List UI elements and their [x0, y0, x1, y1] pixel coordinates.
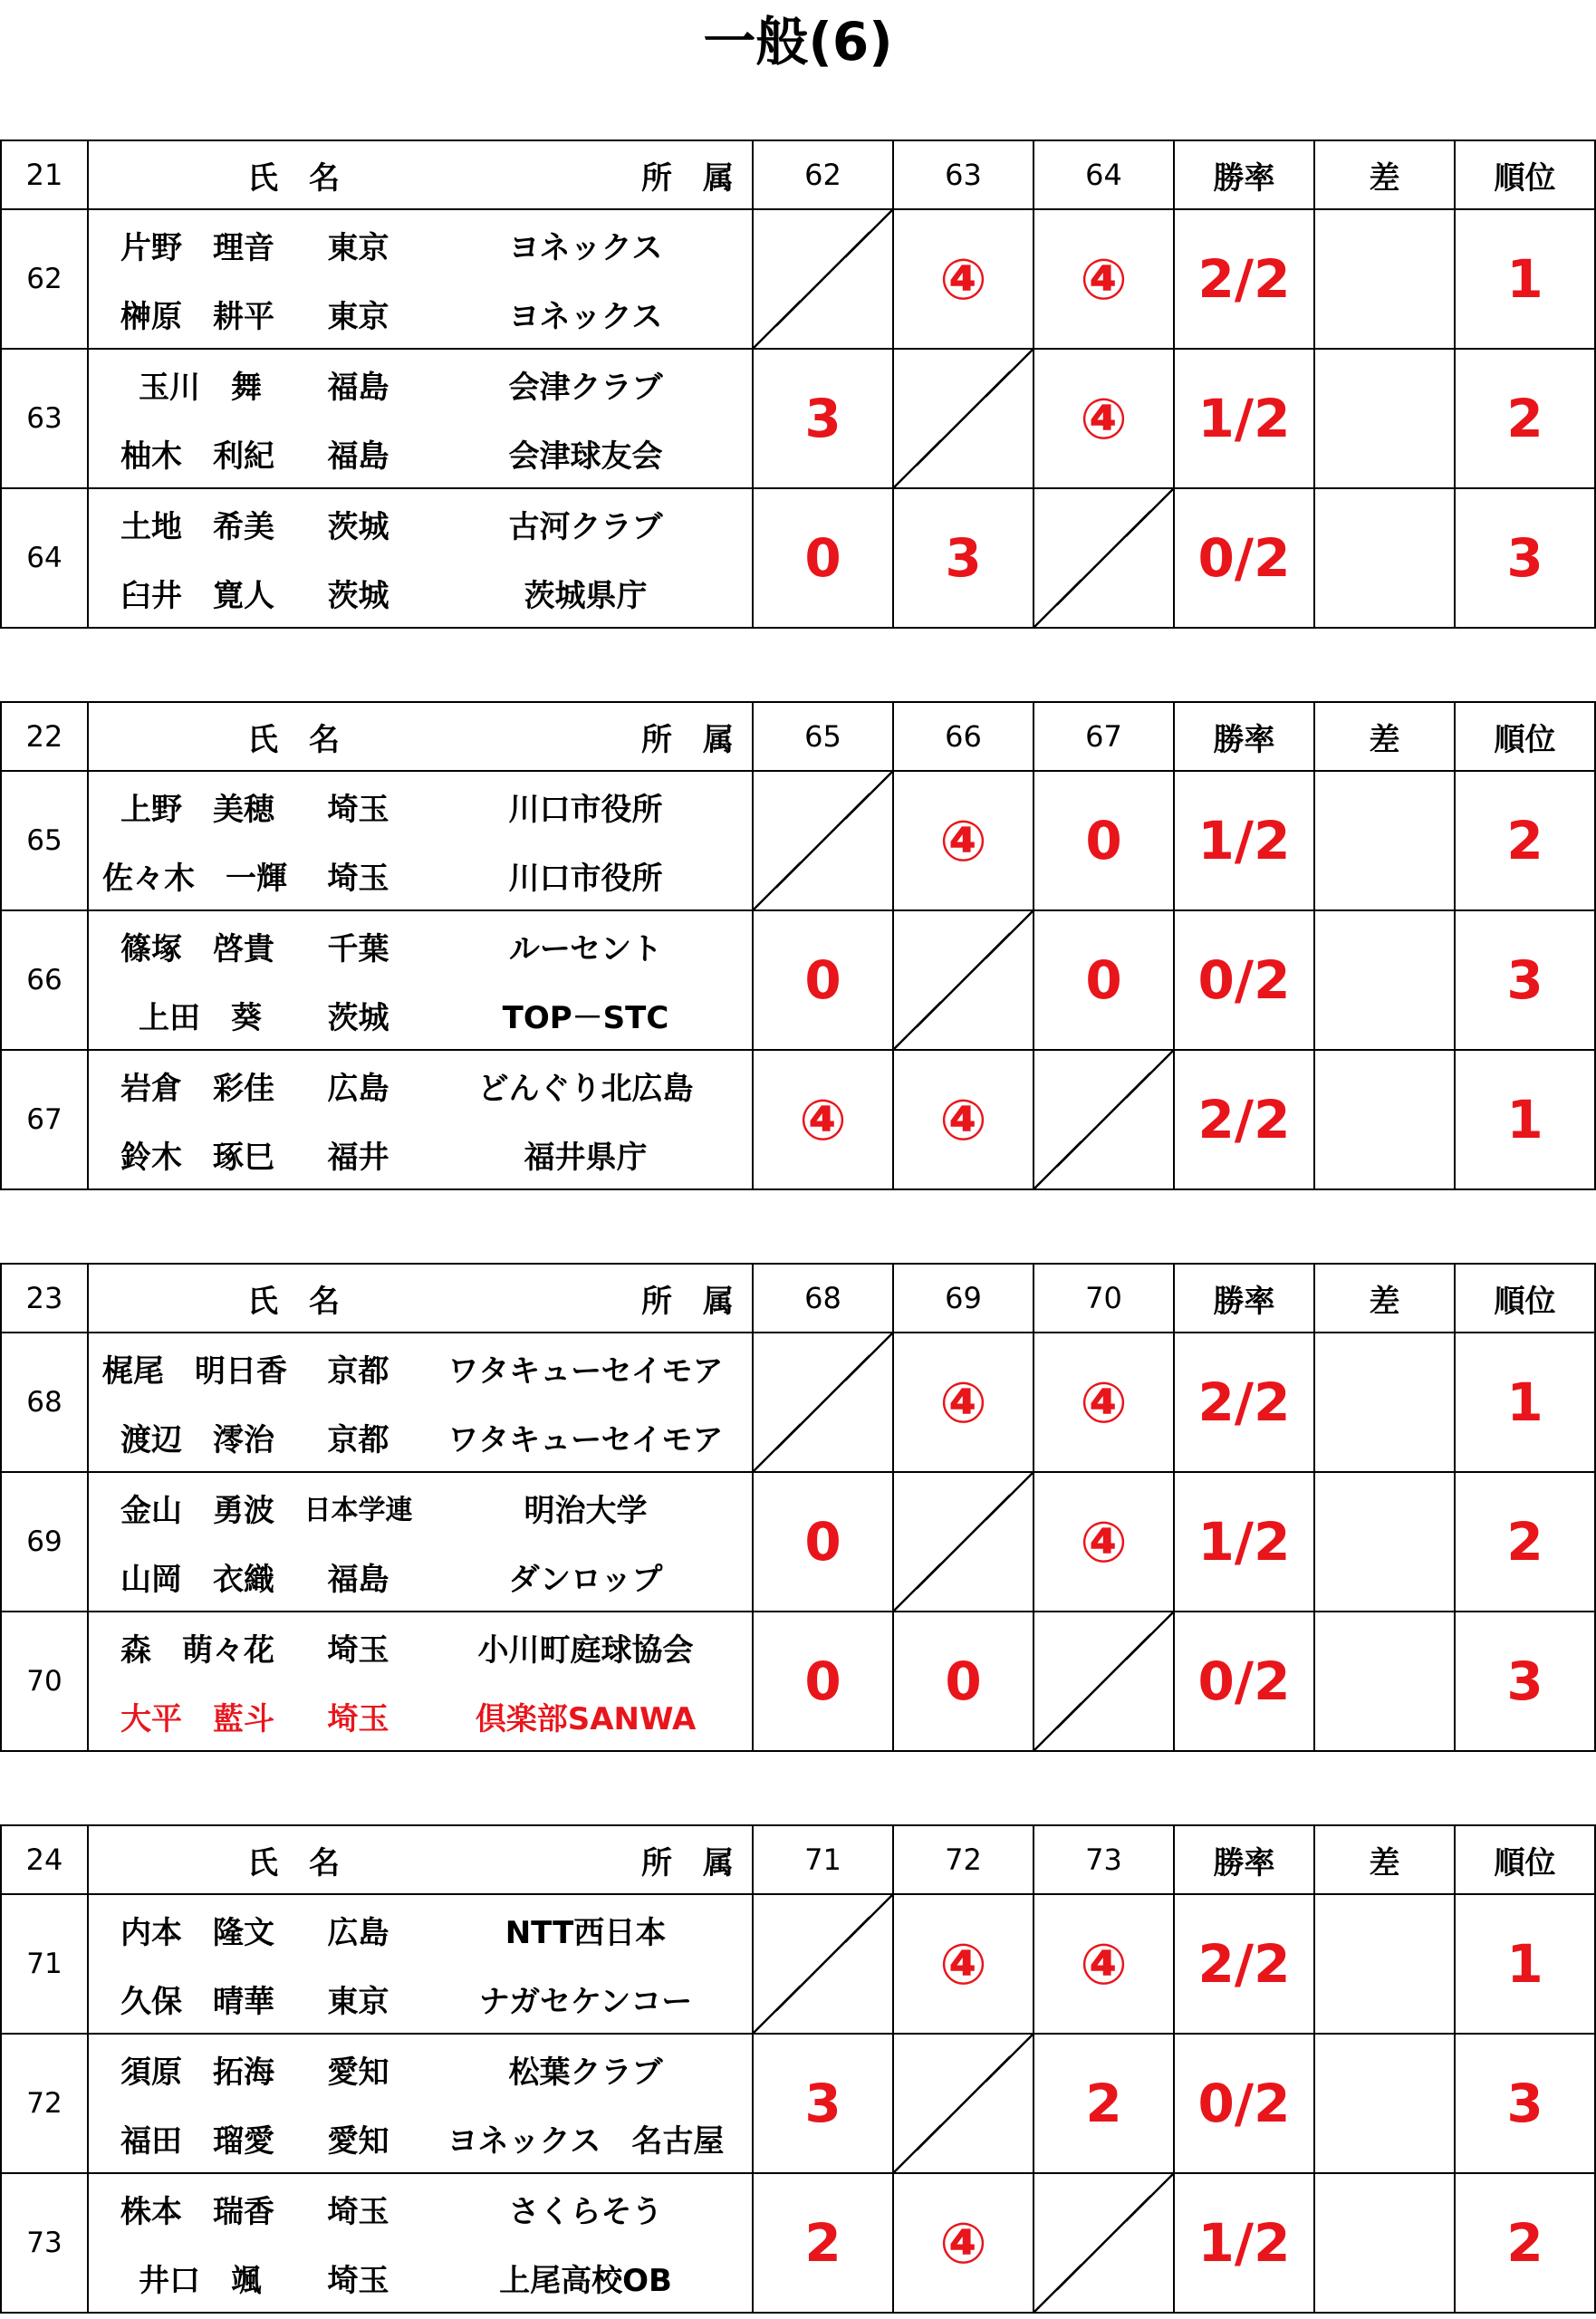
self-match-diagonal: [753, 1894, 893, 2034]
player-affiliation: 福井県庁: [524, 1139, 648, 1176]
player-prefecture: 東京: [327, 1983, 389, 2020]
header-opponent-col: 70: [1034, 1264, 1174, 1333]
header-diff: 差: [1314, 1825, 1455, 1894]
team-row: [1, 910, 1595, 1050]
header-affil-label: 所 属: [641, 1844, 734, 1881]
player-name: 上田 葵: [139, 999, 262, 1036]
match-result: ④: [1034, 209, 1174, 349]
match-result: 0: [1034, 910, 1174, 1050]
win-rate: 1/2: [1174, 1472, 1314, 1612]
group-number: 24: [1, 1825, 88, 1894]
header-opponent-col: 63: [893, 140, 1034, 209]
player-line: [89, 1681, 752, 1750]
player-prefecture: 京都: [327, 1421, 389, 1458]
player-affiliation: 小川町庭球協会: [477, 1631, 694, 1669]
group-number: 21: [1, 140, 88, 209]
match-result: 0: [753, 1612, 893, 1751]
rank: 1: [1455, 1894, 1595, 2034]
player-prefecture: 愛知: [327, 2054, 389, 2091]
header-opponent-col: 72: [893, 1825, 1034, 1894]
player-name: 佐々木 一輝: [102, 860, 287, 897]
player-line: [89, 1120, 752, 1188]
player-name: 鈴木 琢巳: [120, 1139, 274, 1176]
player-line: [89, 2174, 752, 2243]
header-name-affil: [88, 1264, 753, 1333]
player-affiliation: NTT西日本: [505, 1914, 667, 1951]
header-winrate: 勝率: [1174, 1825, 1314, 1894]
player-prefecture: 埼玉: [327, 791, 389, 828]
header-rank: 順位: [1455, 1264, 1595, 1333]
self-match-diagonal: [1034, 1612, 1174, 1751]
player-prefecture: 埼玉: [327, 2262, 389, 2299]
header-winrate: 勝率: [1174, 1264, 1314, 1333]
header-opponent-col: 68: [753, 1264, 893, 1333]
rank: 2: [1455, 2173, 1595, 2313]
header-affil-label: 所 属: [641, 1283, 734, 1320]
league-table: [0, 140, 1596, 629]
team-row: [1, 2173, 1595, 2313]
header-rank: 順位: [1455, 1825, 1595, 1894]
player-affiliation: 川口市役所: [508, 860, 663, 897]
match-result: 0: [753, 910, 893, 1050]
header-diff: 差: [1314, 1264, 1455, 1333]
player-name: 久保 晴華: [120, 1983, 274, 2020]
header-name-label: 氏 名: [247, 1844, 340, 1881]
win-rate: 0/2: [1174, 1612, 1314, 1751]
team-number: 65: [1, 771, 88, 910]
point-diff: [1314, 2034, 1455, 2173]
player-line: [89, 772, 752, 841]
header-affil-label: 所 属: [641, 721, 734, 758]
player-prefecture: 千葉: [327, 930, 389, 967]
team-number: 64: [1, 488, 88, 628]
self-match-diagonal: [753, 209, 893, 349]
player-affiliation: ヨネックス: [508, 229, 663, 266]
player-affiliation: ヨネックス: [508, 298, 663, 335]
rank: 2: [1455, 1472, 1595, 1612]
player-name: 片野 理音: [120, 229, 274, 266]
team-row: [1, 349, 1595, 488]
team-players: [88, 1333, 753, 1472]
player-line: [89, 1895, 752, 1964]
rank: 1: [1455, 209, 1595, 349]
player-prefecture: 東京: [327, 298, 389, 335]
match-result: ④: [893, 2173, 1034, 2313]
self-match-diagonal: [1034, 1050, 1174, 1189]
player-name: 井口 颯: [139, 2262, 262, 2299]
player-name: 玉川 舞: [139, 369, 262, 406]
player-affiliation: 会津クラブ: [508, 369, 663, 406]
player-line: [89, 558, 752, 627]
player-line: [89, 279, 752, 348]
header-winrate: 勝率: [1174, 140, 1314, 209]
match-result: 3: [753, 2034, 893, 2173]
header-name-label: 氏 名: [247, 721, 340, 758]
point-diff: [1314, 349, 1455, 488]
team-players: [88, 349, 753, 488]
rank: 3: [1455, 2034, 1595, 2173]
table-header-row: [1, 140, 1595, 209]
player-name: 上野 美穂: [120, 791, 274, 828]
player-name: 内本 隆文: [120, 1914, 274, 1951]
player-prefecture: 埼玉: [327, 860, 389, 897]
match-result: ④: [893, 209, 1034, 349]
point-diff: [1314, 1333, 1455, 1472]
player-line: [89, 1473, 752, 1542]
win-rate: 2/2: [1174, 209, 1314, 349]
team-row: [1, 2034, 1595, 2173]
player-name: 榊原 耕平: [120, 298, 274, 335]
player-line: [89, 1612, 752, 1681]
player-affiliation: 茨城県庁: [524, 577, 648, 614]
point-diff: [1314, 2173, 1455, 2313]
player-name: 須原 拓海: [120, 2054, 274, 2091]
league-table: [0, 701, 1596, 1190]
self-match-diagonal: [1034, 2173, 1174, 2313]
header-opponent-col: 67: [1034, 702, 1174, 771]
player-line: [89, 210, 752, 279]
player-prefecture: 京都: [327, 1352, 389, 1390]
team-number: 71: [1, 1894, 88, 2034]
rank: 3: [1455, 1612, 1595, 1751]
table-header-row: [1, 1825, 1595, 1894]
player-prefecture: 埼玉: [327, 1631, 389, 1669]
team-number: 70: [1, 1612, 88, 1751]
team-players: [88, 1472, 753, 1612]
player-name: 篠塚 啓貴: [120, 930, 274, 967]
match-result: 0: [753, 1472, 893, 1612]
point-diff: [1314, 1050, 1455, 1189]
player-prefecture: 茨城: [327, 508, 389, 545]
match-result: 0: [753, 488, 893, 628]
self-match-diagonal: [893, 910, 1034, 1050]
self-match-diagonal: [893, 1472, 1034, 1612]
match-result: 0: [1034, 771, 1174, 910]
self-match-diagonal: [753, 771, 893, 910]
team-players: [88, 910, 753, 1050]
player-affiliation: 倶楽部SANWA: [475, 1700, 697, 1737]
header-opponent-col: 62: [753, 140, 893, 209]
player-line: [89, 1051, 752, 1120]
point-diff: [1314, 1472, 1455, 1612]
player-affiliation: 古河クラブ: [508, 508, 663, 545]
player-prefecture: 茨城: [327, 999, 389, 1036]
team-number: 62: [1, 209, 88, 349]
team-players: [88, 1612, 753, 1751]
point-diff: [1314, 1612, 1455, 1751]
team-players: [88, 1050, 753, 1189]
player-name: 臼井 寛人: [120, 577, 274, 614]
team-row: [1, 1612, 1595, 1751]
player-line: [89, 911, 752, 980]
team-players: [88, 771, 753, 910]
rank: 3: [1455, 488, 1595, 628]
team-number: 72: [1, 2034, 88, 2173]
player-prefecture: 茨城: [327, 577, 389, 614]
team-row: [1, 771, 1595, 910]
point-diff: [1314, 771, 1455, 910]
player-affiliation: 明治大学: [524, 1492, 648, 1529]
player-affiliation: 川口市役所: [508, 791, 663, 828]
player-prefecture: 福島: [327, 369, 389, 406]
player-line: [89, 1542, 752, 1611]
rank: 1: [1455, 1050, 1595, 1189]
player-line: [89, 419, 752, 487]
header-rank: 順位: [1455, 140, 1595, 209]
player-affiliation: ナガセケンコー: [478, 1983, 693, 2020]
header-diff: 差: [1314, 702, 1455, 771]
header-opponent-col: 73: [1034, 1825, 1174, 1894]
player-name: 株本 瑞香: [120, 2193, 274, 2230]
team-row: [1, 1333, 1595, 1472]
match-result: 2: [753, 2173, 893, 2313]
header-name-affil: [88, 140, 753, 209]
player-affiliation: 松葉クラブ: [508, 2054, 663, 2091]
player-line: [89, 1402, 752, 1471]
team-number: 63: [1, 349, 88, 488]
player-affiliation: ルーセント: [508, 930, 663, 967]
rank: 2: [1455, 349, 1595, 488]
player-affiliation: 上尾高校OB: [499, 2262, 672, 2299]
player-affiliation: ヨネックス 名古屋: [447, 2122, 725, 2160]
self-match-diagonal: [893, 349, 1034, 488]
match-result: 0: [893, 1612, 1034, 1751]
player-line: [89, 2035, 752, 2103]
player-affiliation: 会津球友会: [508, 438, 663, 475]
team-players: [88, 2034, 753, 2173]
table-header-row: [1, 702, 1595, 771]
win-rate: 2/2: [1174, 1333, 1314, 1472]
player-affiliation: TOP－STC: [502, 999, 669, 1036]
team-players: [88, 488, 753, 628]
player-name: 岩倉 彩佳: [120, 1070, 274, 1107]
player-name: 土地 希美: [120, 508, 274, 545]
team-row: [1, 1050, 1595, 1189]
win-rate: 1/2: [1174, 2173, 1314, 2313]
match-result: ④: [753, 1050, 893, 1189]
match-result: ④: [1034, 1472, 1174, 1612]
player-name: 大平 藍斗: [120, 1700, 274, 1737]
header-opponent-col: 71: [753, 1825, 893, 1894]
player-affiliation: さくらそう: [508, 2193, 663, 2230]
match-result: 3: [753, 349, 893, 488]
team-players: [88, 209, 753, 349]
player-prefecture: 福井: [327, 1139, 389, 1176]
header-opponent-col: 66: [893, 702, 1034, 771]
rank: 3: [1455, 910, 1595, 1050]
player-name: 福田 瑠愛: [120, 2122, 274, 2160]
rank: 1: [1455, 1333, 1595, 1472]
team-row: [1, 488, 1595, 628]
player-prefecture: 広島: [327, 1914, 389, 1951]
player-affiliation: ワタキューセイモア: [447, 1352, 724, 1390]
team-number: 68: [1, 1333, 88, 1472]
player-prefecture: 東京: [327, 229, 389, 266]
team-number: 66: [1, 910, 88, 1050]
header-opponent-col: 65: [753, 702, 893, 771]
header-name-affil: [88, 702, 753, 771]
player-name: 梶尾 明日香: [102, 1352, 287, 1390]
team-players: [88, 1894, 753, 2034]
win-rate: 2/2: [1174, 1050, 1314, 1189]
player-prefecture: 福島: [327, 1561, 389, 1598]
match-result: ④: [1034, 1333, 1174, 1472]
header-opponent-col: 69: [893, 1264, 1034, 1333]
player-prefecture: 日本学連: [303, 1495, 413, 1526]
player-name: 金山 勇波: [120, 1492, 274, 1529]
match-result: ④: [893, 771, 1034, 910]
player-affiliation: ダンロップ: [508, 1561, 663, 1598]
player-affiliation: どんぐり北広島: [477, 1070, 694, 1107]
header-winrate: 勝率: [1174, 702, 1314, 771]
header-name-label: 氏 名: [247, 1283, 340, 1320]
player-prefecture: 埼玉: [327, 2193, 389, 2230]
player-prefecture: 広島: [327, 1070, 389, 1107]
match-result: ④: [893, 1894, 1034, 2034]
rank: 2: [1455, 771, 1595, 910]
league-table: [0, 1824, 1596, 2314]
table-header-row: [1, 1264, 1595, 1333]
player-name: 森 萌々花: [120, 1631, 274, 1669]
team-row: [1, 1472, 1595, 1612]
point-diff: [1314, 1894, 1455, 2034]
match-result: ④: [893, 1050, 1034, 1189]
player-name: 山岡 衣織: [120, 1561, 274, 1598]
player-line: [89, 1964, 752, 2033]
player-name: 柚木 利紀: [120, 438, 274, 475]
win-rate: 0/2: [1174, 488, 1314, 628]
team-number: 73: [1, 2173, 88, 2313]
team-players: [88, 2173, 753, 2313]
point-diff: [1314, 488, 1455, 628]
group-number: 22: [1, 702, 88, 771]
point-diff: [1314, 910, 1455, 1050]
player-prefecture: 福島: [327, 438, 389, 475]
player-name: 渡辺 澪治: [120, 1421, 274, 1458]
player-affiliation: ワタキューセイモア: [447, 1421, 724, 1458]
match-result: 2: [1034, 2034, 1174, 2173]
win-rate: 0/2: [1174, 2034, 1314, 2173]
match-result: ④: [1034, 1894, 1174, 2034]
header-name-affil: [88, 1825, 753, 1894]
player-line: [89, 2103, 752, 2172]
team-row: [1, 209, 1595, 349]
team-row: [1, 1894, 1595, 2034]
player-line: [89, 489, 752, 558]
match-result: ④: [893, 1333, 1034, 1472]
page-title: 一般(6): [703, 11, 893, 72]
player-line: [89, 1333, 752, 1402]
self-match-diagonal: [1034, 488, 1174, 628]
team-number: 69: [1, 1472, 88, 1612]
player-line: [89, 841, 752, 909]
header-diff: 差: [1314, 140, 1455, 209]
player-line: [89, 980, 752, 1049]
match-result: ④: [1034, 349, 1174, 488]
player-line: [89, 350, 752, 419]
win-rate: 1/2: [1174, 771, 1314, 910]
header-opponent-col: 64: [1034, 140, 1174, 209]
win-rate: 0/2: [1174, 910, 1314, 1050]
player-prefecture: 愛知: [327, 2122, 389, 2160]
point-diff: [1314, 209, 1455, 349]
group-number: 23: [1, 1264, 88, 1333]
self-match-diagonal: [753, 1333, 893, 1472]
league-table: [0, 1263, 1596, 1752]
player-line: [89, 2243, 752, 2312]
win-rate: 2/2: [1174, 1894, 1314, 2034]
win-rate: 1/2: [1174, 349, 1314, 488]
header-name-label: 氏 名: [247, 159, 340, 197]
header-rank: 順位: [1455, 702, 1595, 771]
player-prefecture: 埼玉: [327, 1700, 389, 1737]
header-affil-label: 所 属: [641, 159, 734, 197]
team-number: 67: [1, 1050, 88, 1189]
match-result: 3: [893, 488, 1034, 628]
self-match-diagonal: [893, 2034, 1034, 2173]
